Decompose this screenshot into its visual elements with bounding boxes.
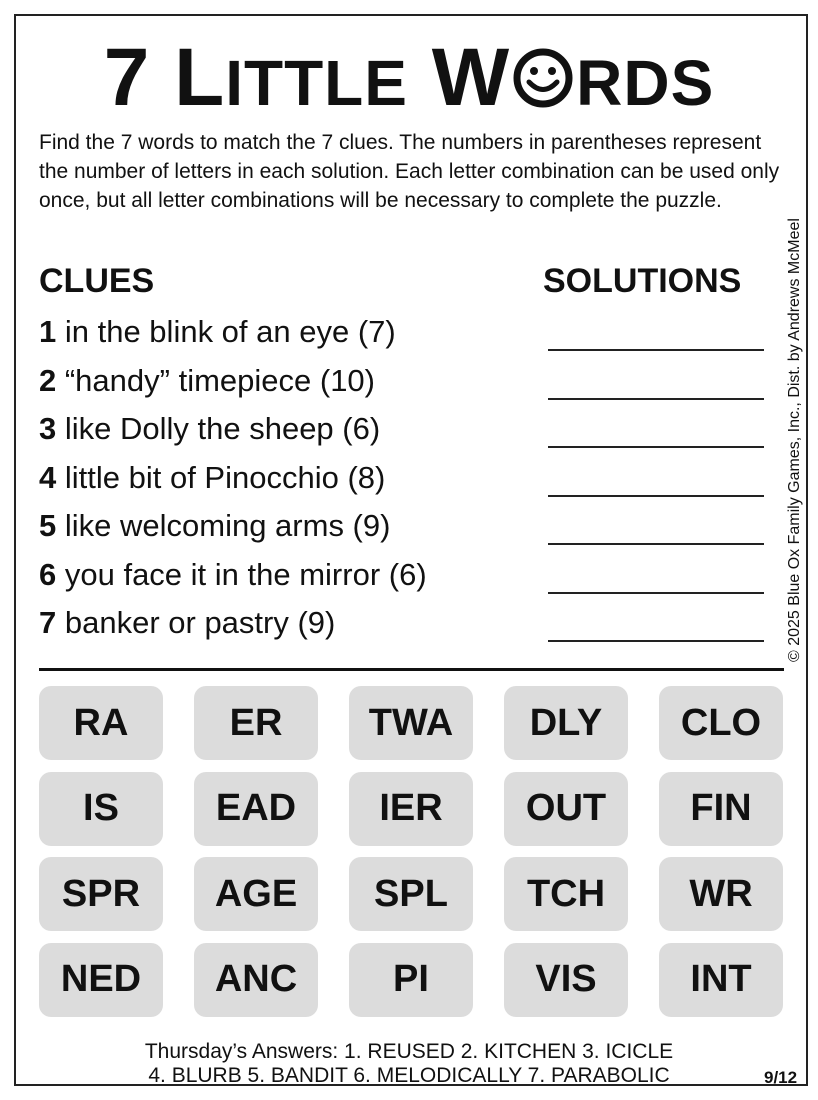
letter-tile[interactable]: DLY (504, 686, 628, 760)
clue-number: 3 (39, 411, 57, 446)
clue-number: 1 (39, 314, 57, 349)
clue-number: 5 (39, 508, 57, 543)
title-part: W (407, 32, 511, 123)
letter-tile[interactable]: FIN (659, 772, 783, 846)
clue-text: you face it in the mirror (6) (56, 556, 427, 592)
clue-text: “handy” timepiece (10) (56, 362, 375, 398)
letter-tile[interactable]: INT (659, 943, 783, 1017)
solution-blank-4[interactable] (548, 495, 764, 497)
letter-tile[interactable]: TCH (504, 857, 628, 931)
clue-3 (39, 409, 380, 449)
clue-2 (39, 361, 375, 401)
clue-7 (39, 603, 335, 643)
clue-text: little bit of Pinocchio (8) (56, 459, 386, 495)
clue-6 (39, 555, 427, 595)
letter-tile[interactable]: EAD (194, 772, 318, 846)
letter-tile[interactable]: IER (349, 772, 473, 846)
answers-line: 4. BLURB 5. BANDIT 6. MELODICALLY 7. PARABOLIC (148, 1064, 670, 1087)
page-title (0, 30, 818, 131)
letter-tile[interactable]: WR (659, 857, 783, 931)
clue-text: like welcoming arms (9) (56, 508, 391, 543)
letter-tile[interactable]: PI (349, 943, 473, 1017)
clue-number: 4 (39, 459, 57, 495)
solution-blank-1[interactable] (548, 349, 764, 351)
smiley-face-icon (512, 34, 574, 96)
solution-blank-3[interactable] (548, 446, 764, 448)
solution-blank-6[interactable] (548, 592, 764, 594)
puzzle-date: 9/12 (764, 1068, 798, 1087)
letter-tile[interactable]: ER (194, 686, 318, 760)
title-part: ITTLE (225, 47, 408, 119)
letter-tile[interactable]: ANC (194, 943, 318, 1017)
solution-blank-5[interactable] (548, 543, 764, 545)
clues-heading: CLUES (39, 262, 155, 300)
letter-tile[interactable]: TWA (349, 686, 473, 760)
clue-4 (39, 458, 385, 498)
clue-number: 6 (39, 556, 57, 592)
letter-tile[interactable]: OUT (504, 772, 628, 846)
title-part: RDS (576, 47, 715, 119)
clue-text: in the blink of an eye (7) (56, 314, 396, 349)
title-part: 7 L (103, 32, 226, 123)
clue-text: banker or pastry (9) (56, 605, 336, 640)
previous-answers (0, 1040, 818, 1088)
clue-number: 2 (39, 362, 57, 398)
solution-blank-2[interactable] (548, 398, 764, 400)
answers-line: Thursday’s Answers: 1. REUSED 2. KITCHEN 3. ICICLE (144, 1040, 674, 1063)
clue-1 (39, 312, 396, 352)
letter-tile[interactable]: AGE (194, 857, 318, 931)
solutions-heading: SOLUTIONS (543, 262, 742, 300)
letter-tile[interactable]: IS (39, 772, 163, 846)
letter-tile[interactable]: VIS (504, 943, 628, 1017)
letter-tile[interactable]: SPR (39, 857, 163, 931)
instructions-text: Find the 7 words to match the 7 clues. The numbers in parentheses represent the number of letters in each solution. Each letter combination can be used only once, but all letter combinations will be necessary to complete the puzzle. (39, 131, 780, 212)
letter-tile[interactable]: RA (39, 686, 163, 760)
clue-text: like Dolly the sheep (6) (56, 411, 381, 446)
clue-number: 7 (39, 605, 57, 640)
letter-tile[interactable]: NED (39, 943, 163, 1017)
letter-tile[interactable]: SPL (349, 857, 473, 931)
letter-tile[interactable]: CLO (659, 686, 783, 760)
copyright-notice: © 2025 Blue Ox Family Games, Inc., Dist. by Andrews McMeel (786, 218, 803, 662)
solution-blank-7[interactable] (548, 640, 764, 642)
divider-line (39, 668, 784, 671)
clue-5 (39, 506, 390, 546)
